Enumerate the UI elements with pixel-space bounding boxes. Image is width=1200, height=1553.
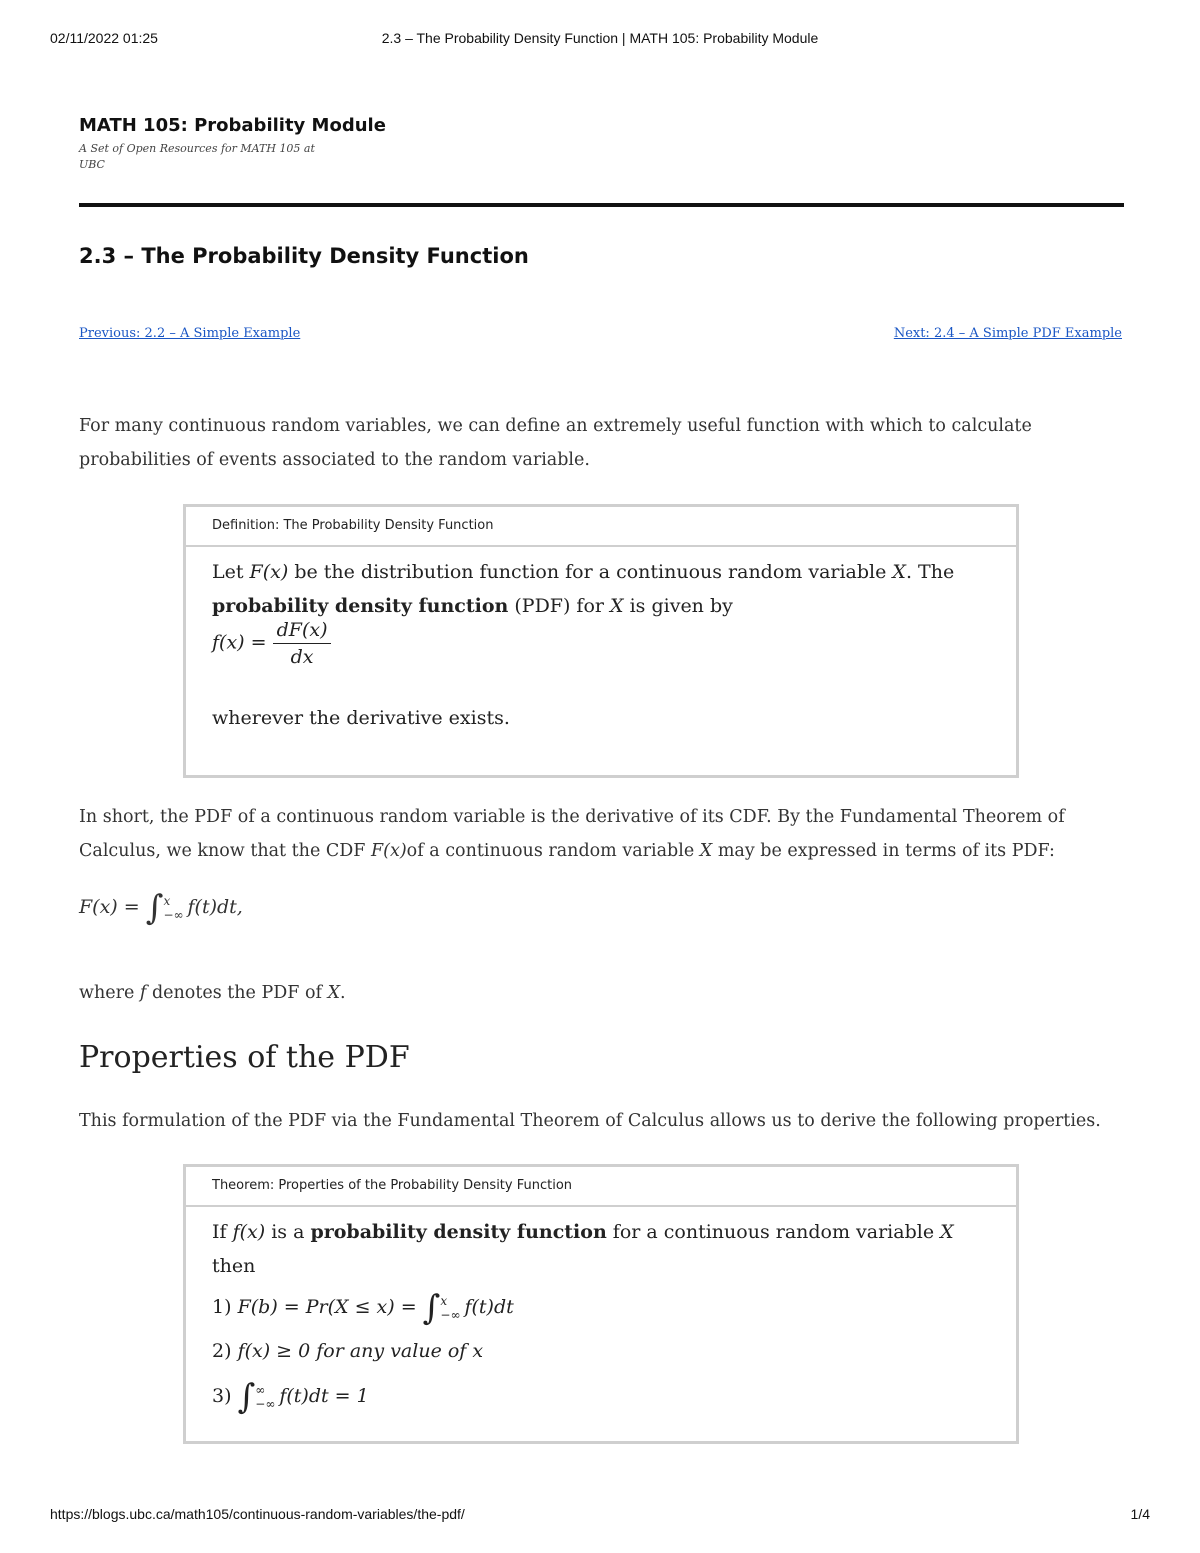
print-page-number: 1/4: [1130, 1506, 1150, 1522]
theorem-text: then: [212, 1255, 256, 1277]
definition-line-1: [212, 555, 990, 589]
print-date: 02/11/2022 01:25: [50, 30, 158, 46]
integrand: f(t)dt,: [187, 896, 243, 918]
formula-lhs: f(x) =: [212, 631, 267, 654]
math-X: X: [699, 841, 713, 861]
integral-limits: [440, 1294, 460, 1322]
item-formula: f(x) ≥ 0 for any value of x: [237, 1340, 484, 1362]
integral-sign-icon: ∫: [145, 888, 164, 928]
integrand: f(t)dt: [464, 1296, 514, 1318]
pdf-formula: [212, 617, 990, 673]
theorem-text: is a: [265, 1221, 311, 1243]
definition-text: Let: [212, 561, 250, 583]
formula-numerator: dF(x): [273, 617, 332, 644]
math-f: f: [139, 983, 147, 1003]
math-X: X: [610, 595, 624, 617]
formula-lhs: F(x) =: [79, 896, 140, 918]
properties-heading: Properties of the PDF: [79, 1040, 410, 1075]
lower-limit: −∞: [255, 1397, 276, 1411]
formula-fraction: [273, 617, 332, 670]
math-X: X: [327, 983, 341, 1003]
theorem-text: If: [212, 1221, 233, 1243]
paragraph-text: where: [79, 983, 140, 1003]
definition-text: be the distribution function for a continuous random variable: [288, 561, 893, 583]
definition-line-3: wherever the derivative exists.: [212, 707, 510, 729]
intro-paragraph: For many continuous random variables, we can define an extremely useful function with which to calculate probabilities of events associated to the random variable.: [79, 416, 1032, 470]
integral-sign-icon: ∫: [237, 1377, 256, 1417]
next-page-link[interactable]: Next: 2.4 – A Simple PDF Example: [893, 326, 1122, 341]
site-title[interactable]: MATH 105: Probability Module: [79, 115, 386, 136]
upper-limit: x: [440, 1294, 448, 1308]
paragraph-text: denotes the PDF of: [146, 983, 328, 1003]
definition-box-header: Definition: The Probability Density Function: [186, 507, 1016, 547]
item-label: 2): [212, 1340, 232, 1362]
upper-limit: x: [163, 894, 171, 908]
theorem-item-1: [212, 1283, 990, 1331]
math-X: X: [892, 561, 906, 583]
integral-sign-icon: ∫: [422, 1288, 441, 1328]
print-url: https://blogs.ubc.ca/math105/continuous-random-variables/the-pdf/: [50, 1506, 465, 1522]
theorem-box-body: [186, 1207, 1016, 1421]
lower-limit: −∞: [440, 1308, 461, 1322]
definition-box: [183, 504, 1019, 778]
paragraph-text: In short, the PDF of a continuous random variable is the derivative of its CDF. By the Fundamental Theorem of Calculus, we know that the CDF: [79, 807, 1065, 861]
math-Fx: F(x): [249, 561, 289, 583]
math-X: X: [940, 1221, 954, 1243]
theorem-item-3: [212, 1371, 990, 1421]
previous-page-link[interactable]: Previous: 2.2 – A Simple Example: [79, 326, 301, 341]
math-fx: f(x): [232, 1221, 266, 1243]
where-line: [79, 976, 1129, 1010]
lower-limit: −∞: [163, 908, 184, 922]
item-label: 3): [212, 1385, 232, 1407]
short-paragraph: [79, 800, 1129, 868]
definition-box-body: [186, 547, 1016, 735]
integral-limits: [255, 1383, 275, 1411]
print-header: [50, 30, 1150, 50]
theorem-box: [183, 1164, 1019, 1444]
page-title: 2.3 – The Probability Density Function: [79, 244, 529, 268]
paragraph-text: of a continuous random variable: [406, 841, 700, 861]
theorem-text: for a continuous random variable: [606, 1221, 941, 1243]
item-label: 1): [212, 1296, 232, 1318]
definition-text: is given by: [623, 595, 733, 617]
integrand: f(t)dt = 1: [279, 1385, 369, 1407]
properties-intro: This formulation of the PDF via the Fundamental Theorem of Calculus allows us to derive the following properties.: [79, 1111, 1101, 1131]
paragraph-text: .: [340, 983, 346, 1003]
theorem-box-header: Theorem: Properties of the Probability Density Function: [186, 1167, 1016, 1207]
print-document-title: 2.3 – The Probability Density Function | MATH 105: Probability Module: [381, 30, 819, 46]
theorem-item-2: [212, 1331, 990, 1371]
theorem-line-1: [212, 1215, 990, 1283]
header-divider: [79, 203, 1124, 207]
integral-limits: [163, 894, 183, 922]
bold-term: probability density function: [310, 1221, 607, 1243]
site-tagline: A Set of Open Resources for MATH 105 at UBC: [79, 142, 315, 171]
item-formula: F(b) = Pr(X ≤ x) =: [237, 1296, 417, 1318]
print-footer: [50, 1506, 1150, 1526]
formula-denominator: dx: [290, 646, 314, 668]
upper-limit: ∞: [255, 1383, 266, 1397]
cdf-formula: [79, 888, 1129, 928]
definition-text: (PDF) for: [508, 595, 611, 617]
paragraph-text: may be expressed in terms of its PDF:: [712, 841, 1055, 861]
math-Fx: F(x): [371, 841, 407, 861]
definition-text: . The: [905, 561, 955, 583]
bold-term: probability density function: [212, 595, 509, 617]
